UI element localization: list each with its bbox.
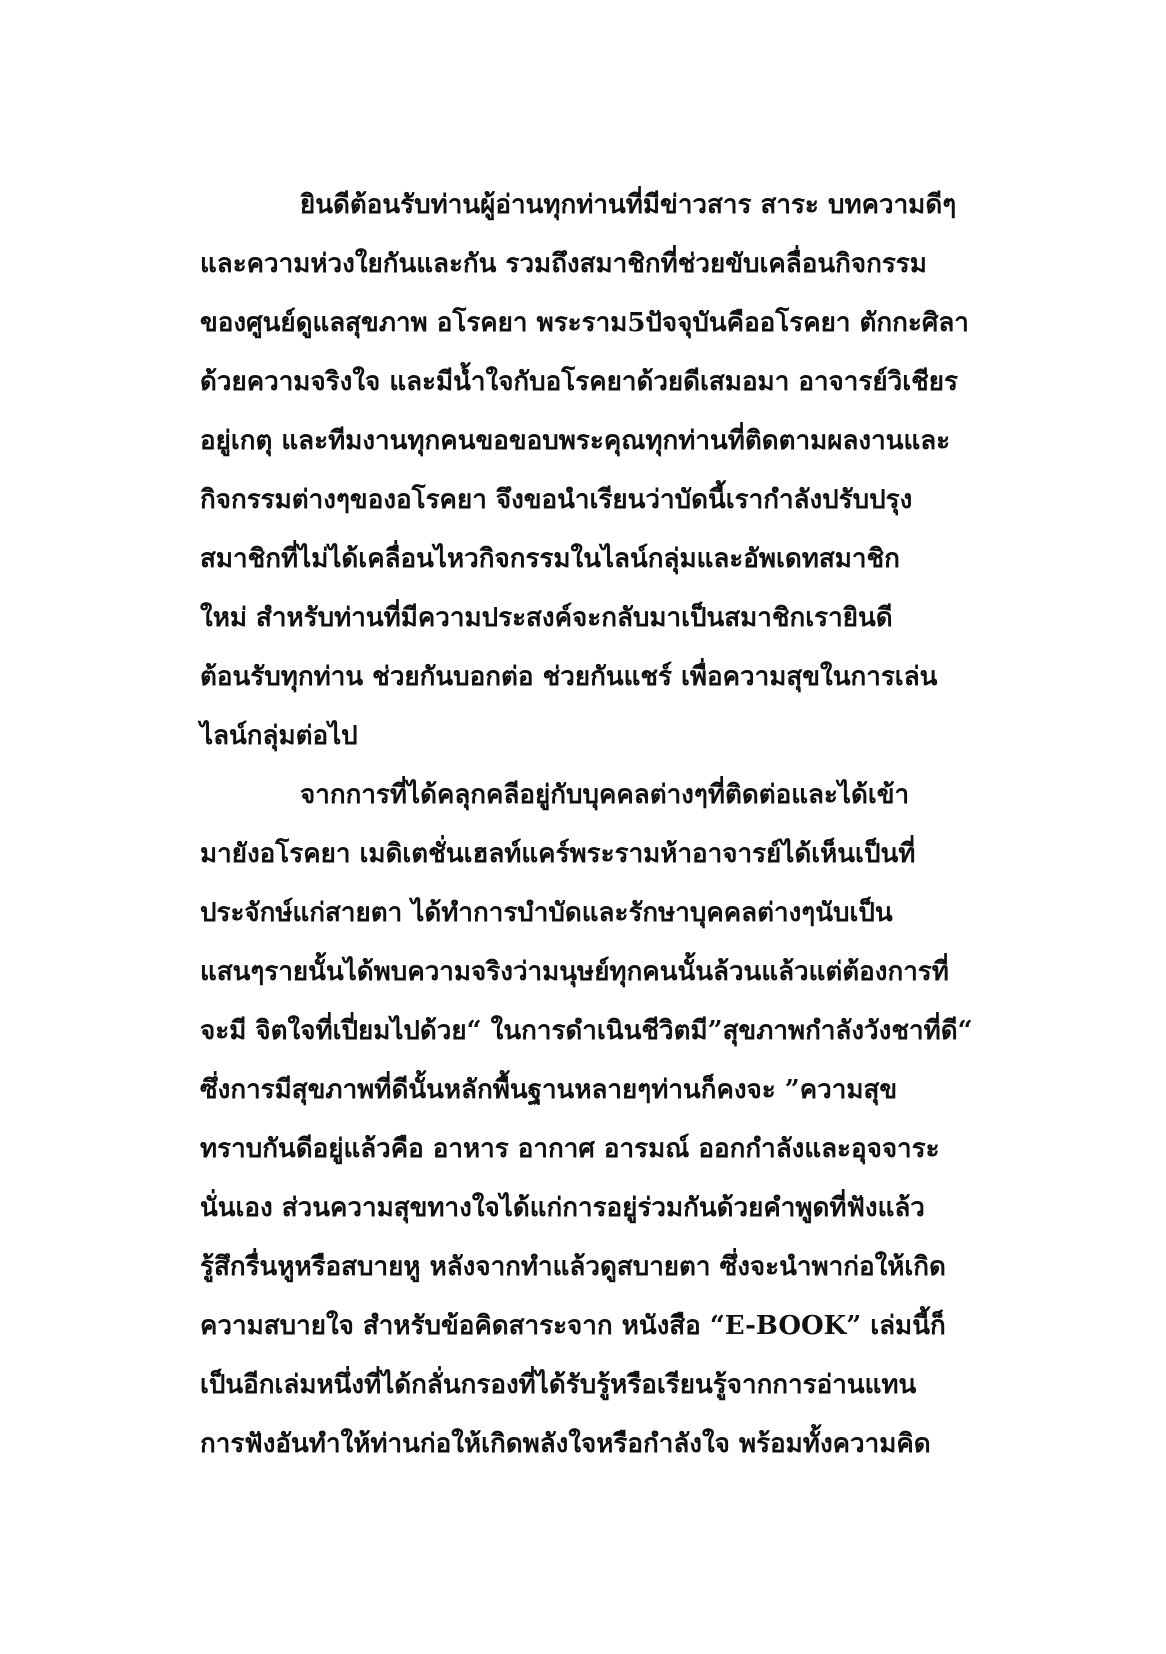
paragraph-1-line-3: ของศูนย์ดูแลสุขภาพ อโรคยา พระราม5ปัจจุบันคืออโรคยา ตักกะศิลา xyxy=(200,308,969,338)
paragraph-1-line-4: ด้วยความจริงใจ และมีน้ำใจกับอโรคยาด้วยดีเสมอมา อาจารย์วิเชียร xyxy=(200,367,958,397)
paragraph-2-line-10: ความสบายใจ สำหรับข้อคิดสาระจาก หนังสือ “E-BOOK” เล่มนี้ก็ xyxy=(200,1311,946,1341)
paragraph-1-line-8: ใหม่ สำหรับท่านที่มีความประสงค์จะกลับมาเป็นสมาชิกเรายินดี xyxy=(200,603,893,633)
paragraph-1-line-5: อยู่เกตุ และทีมงานทุกคนขอขอบพระคุณทุกท่านที่ติดตามผลงานและ xyxy=(200,426,951,456)
paragraph-2-line-1: จากการที่ได้คลุกคลีอยู่กับบุคคลต่างๆที่ติดต่อและได้เข้า xyxy=(300,780,910,810)
paragraph-2-line-2: มายังอโรคยา เมดิเตชั่นเฮลท์แคร์พระรามห้าอาจารย์ได้เห็นเป็นที่ xyxy=(200,839,916,869)
paragraph-1-line-6: กิจกรรมต่างๆของอโรคยา จึงขอนำเรียนว่าบัดนี้เรากำลังปรับปรุง xyxy=(200,485,913,515)
paragraph-2-line-4: แสนๆรายนั้นได้พบความจริงว่ามนุษย์ทุกคนนั้นล้วนแล้วแต่ต้องการที่ xyxy=(200,957,949,987)
paragraph-2-line-6: ซึ่งการมีสุขภาพที่ดีนั้นหลักพื้นฐานหลายๆท่านก็คงจะ ”ความสุข xyxy=(200,1075,898,1105)
paragraph-2-line-5: จะมี จิตใจที่เปี่ยมไปด้วย“ ในการดำเนินชีวิตมี”สุขภาพกำลังวังชาที่ดี“ xyxy=(200,1016,973,1046)
paragraph-2-line-12: การฟังอันทำให้ท่านก่อให้เกิดพลังใจหรือกำลังใจ พร้อมทั้งความคิด xyxy=(200,1429,931,1459)
paragraph-2-line-8: นั่นเอง ส่วนความสุขทางใจได้แก่การอยู่ร่วมกันด้วยคำพูดที่ฟังแล้ว xyxy=(200,1193,925,1223)
body-text xyxy=(200,176,980,1474)
paragraph-2-line-3: ประจักษ์แก่สายตา ได้ทำการบำบัดและรักษาบุคคลต่างๆนับเป็น xyxy=(200,898,893,928)
paragraph-1-line-10: ไลน์กลุ่มต่อไป xyxy=(200,721,358,751)
paragraph-2-line-7: ทราบกันดีอยู่แล้วคือ อาหาร อากาศ อารมณ์ ออกกำลังและอุจจาระ xyxy=(200,1134,940,1164)
paragraph-1-line-9: ต้อนรับทุกท่าน ช่วยกันบอกต่อ ช่วยกันแชร์ เพื่อความสุขในการเล่น xyxy=(200,662,938,692)
paragraph-1-line-7: สมาชิกที่ไม่ได้เคลื่อนไหวกิจกรรมในไลน์กลุ่มและอัพเดทสมาชิก xyxy=(200,544,900,574)
paragraph-2-line-11: เป็นอีกเล่มหนึ่งที่ได้กลั่นกรองที่ได้รับรู้หรือเรียนรู้จากการอ่านแทน xyxy=(200,1370,917,1400)
paragraph-1-line-1: ยินดีต้อนรับท่านผู้อ่านทุกท่านที่มีข่าวสาร สาระ บทความดีๆ xyxy=(300,190,957,220)
paragraph-2-line-9: รู้สึกรื่นหูหรือสบายหู หลังจากทำแล้วดูสบายตา ซึ่งจะนำพาก่อให้เกิด xyxy=(200,1252,946,1282)
paragraph-1-line-2: และความห่วงใยกันและกัน รวมถึงสมาชิกที่ช่วยขับเคลื่อนกิจกรรม xyxy=(200,249,927,279)
